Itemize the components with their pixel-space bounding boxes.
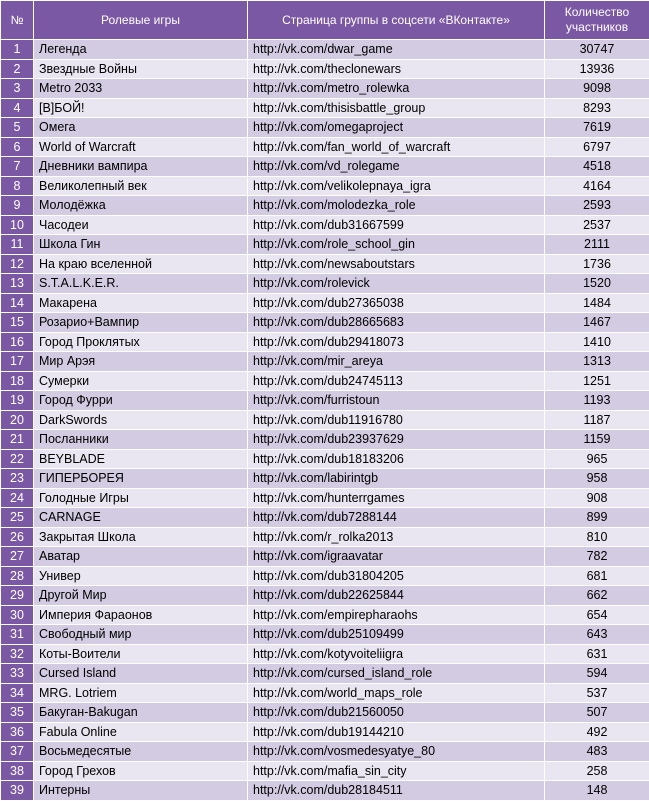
table-row xyxy=(1,566,649,586)
member-count: 782 xyxy=(545,547,649,567)
member-count: 1467 xyxy=(545,313,649,333)
member-count: 1187 xyxy=(545,410,649,430)
game-name: BEYBLADE xyxy=(34,449,248,469)
table-row xyxy=(1,664,649,684)
game-name: Мир Арэя xyxy=(34,352,248,372)
group-url[interactable]: http://vk.com/dub23937629 xyxy=(248,430,545,450)
member-count: 681 xyxy=(545,566,649,586)
row-number: 28 xyxy=(1,566,34,586)
row-number: 25 xyxy=(1,508,34,528)
game-name: Cursed Island xyxy=(34,664,248,684)
group-url[interactable]: http://vk.com/kotyvoiteliigra xyxy=(248,644,545,664)
group-url[interactable]: http://vk.com/theclonewars xyxy=(248,59,545,79)
row-number: 9 xyxy=(1,196,34,216)
row-number: 39 xyxy=(1,781,34,801)
member-count: 810 xyxy=(545,527,649,547)
group-url[interactable]: http://vk.com/metro_rolewka xyxy=(248,79,545,99)
member-count: 8293 xyxy=(545,98,649,118)
header-num: № xyxy=(1,1,34,40)
group-url[interactable]: http://vk.com/dwar_game xyxy=(248,40,545,60)
game-name: Макарена xyxy=(34,293,248,313)
row-number: 33 xyxy=(1,664,34,684)
game-name: Интерны xyxy=(34,781,248,801)
member-count: 2593 xyxy=(545,196,649,216)
game-name: Школа Гин xyxy=(34,235,248,255)
game-name: Сумерки xyxy=(34,371,248,391)
table-row xyxy=(1,157,649,177)
member-count: 631 xyxy=(545,644,649,664)
row-number: 22 xyxy=(1,449,34,469)
game-name: Бакуган-Bakugan xyxy=(34,703,248,723)
group-url[interactable]: http://vk.com/furristoun xyxy=(248,391,545,411)
row-number: 2 xyxy=(1,59,34,79)
row-number: 36 xyxy=(1,722,34,742)
table-row xyxy=(1,79,649,99)
member-count: 483 xyxy=(545,742,649,762)
group-url[interactable]: http://vk.com/omegaproject xyxy=(248,118,545,138)
game-name: Империя Фараонов xyxy=(34,605,248,625)
table-row xyxy=(1,59,649,79)
member-count: 30747 xyxy=(545,40,649,60)
group-url[interactable]: http://vk.com/dub28665683 xyxy=(248,313,545,333)
member-count: 2537 xyxy=(545,215,649,235)
table-row xyxy=(1,527,649,547)
game-name: Посланники xyxy=(34,430,248,450)
table-row xyxy=(1,118,649,138)
game-name: Свободный мир xyxy=(34,625,248,645)
game-name: [В]БОЙ! xyxy=(34,98,248,118)
row-number: 6 xyxy=(1,137,34,157)
table-row xyxy=(1,176,649,196)
header-game: Ролевые игры xyxy=(34,1,248,40)
row-number: 12 xyxy=(1,254,34,274)
group-url[interactable]: http://vk.com/thisisbattle_group xyxy=(248,98,545,118)
header-count: Количество участников xyxy=(545,1,649,40)
group-url[interactable]: http://vk.com/dub19144210 xyxy=(248,722,545,742)
row-number: 8 xyxy=(1,176,34,196)
table-row xyxy=(1,625,649,645)
game-name: Часодеи xyxy=(34,215,248,235)
table-row xyxy=(1,410,649,430)
game-name: Молодёжка xyxy=(34,196,248,216)
table-row xyxy=(1,742,649,762)
table-row xyxy=(1,274,649,294)
table-row xyxy=(1,761,649,781)
member-count: 7619 xyxy=(545,118,649,138)
member-count: 492 xyxy=(545,722,649,742)
table-row xyxy=(1,605,649,625)
row-number: 15 xyxy=(1,313,34,333)
row-number: 18 xyxy=(1,371,34,391)
game-name: Город Фурри xyxy=(34,391,248,411)
table-row xyxy=(1,235,649,255)
row-number: 20 xyxy=(1,410,34,430)
member-count: 258 xyxy=(545,761,649,781)
group-url[interactable]: http://vk.com/rolevick xyxy=(248,274,545,294)
group-url[interactable]: http://vk.com/cursed_island_role xyxy=(248,664,545,684)
row-number: 38 xyxy=(1,761,34,781)
game-name: Великолепный век xyxy=(34,176,248,196)
game-name: Омега xyxy=(34,118,248,138)
table-row xyxy=(1,352,649,372)
game-name: World of Warcraft xyxy=(34,137,248,157)
table-row xyxy=(1,469,649,489)
row-number: 7 xyxy=(1,157,34,177)
game-name: S.T.A.L.K.E.R. xyxy=(34,274,248,294)
member-count: 899 xyxy=(545,508,649,528)
table-row xyxy=(1,449,649,469)
table-row xyxy=(1,488,649,508)
row-number: 30 xyxy=(1,605,34,625)
group-url[interactable]: http://vk.com/hunterrgames xyxy=(248,488,545,508)
game-name: Fabula Online xyxy=(34,722,248,742)
group-url[interactable]: http://vk.com/igraavatar xyxy=(248,547,545,567)
row-number: 29 xyxy=(1,586,34,606)
group-url[interactable]: http://vk.com/vosmedesyatye_80 xyxy=(248,742,545,762)
game-name: Город Проклятых xyxy=(34,332,248,352)
game-name: Розарио+Вампир xyxy=(34,313,248,333)
member-count: 654 xyxy=(545,605,649,625)
row-number: 31 xyxy=(1,625,34,645)
game-name: Легенда xyxy=(34,40,248,60)
row-number: 27 xyxy=(1,547,34,567)
game-name: Голодные Игры xyxy=(34,488,248,508)
group-url[interactable]: http://vk.com/mir_areya xyxy=(248,352,545,372)
group-url[interactable]: http://vk.com/dub31667599 xyxy=(248,215,545,235)
table-row xyxy=(1,371,649,391)
table-row xyxy=(1,293,649,313)
group-url[interactable]: http://vk.com/dub25109499 xyxy=(248,625,545,645)
member-count: 1193 xyxy=(545,391,649,411)
game-name: Другой Мир xyxy=(34,586,248,606)
table-row xyxy=(1,683,649,703)
row-number: 14 xyxy=(1,293,34,313)
row-number: 19 xyxy=(1,391,34,411)
group-url[interactable]: http://vk.com/empirepharaohs xyxy=(248,605,545,625)
game-name: ГИПЕРБОРЕЯ xyxy=(34,469,248,489)
table-row xyxy=(1,196,649,216)
member-count: 1520 xyxy=(545,274,649,294)
member-count: 1251 xyxy=(545,371,649,391)
game-name: Дневники вампира xyxy=(34,157,248,177)
header-url: Страница группы в соцсети «ВКонтакте» xyxy=(248,1,545,40)
game-name: Звездные Войны xyxy=(34,59,248,79)
member-count: 594 xyxy=(545,664,649,684)
row-number: 34 xyxy=(1,683,34,703)
member-count: 148 xyxy=(545,781,649,801)
row-number: 11 xyxy=(1,235,34,255)
group-url[interactable]: http://vk.com/r_rolka2013 xyxy=(248,527,545,547)
table-row xyxy=(1,40,649,60)
member-count: 1484 xyxy=(545,293,649,313)
row-number: 26 xyxy=(1,527,34,547)
row-number: 10 xyxy=(1,215,34,235)
row-number: 3 xyxy=(1,79,34,99)
group-url[interactable]: http://vk.com/fan_world_of_warcraft xyxy=(248,137,545,157)
group-url[interactable]: http://vk.com/dub27365038 xyxy=(248,293,545,313)
table-row xyxy=(1,547,649,567)
group-url[interactable]: http://vk.com/mafia_sin_city xyxy=(248,761,545,781)
member-count: 965 xyxy=(545,449,649,469)
member-count: 643 xyxy=(545,625,649,645)
member-count: 537 xyxy=(545,683,649,703)
game-name: CARNAGE xyxy=(34,508,248,528)
game-name: Город Грехов xyxy=(34,761,248,781)
group-url[interactable]: http://vk.com/role_school_gin xyxy=(248,235,545,255)
table-row xyxy=(1,391,649,411)
member-count: 908 xyxy=(545,488,649,508)
table-row xyxy=(1,644,649,664)
group-url[interactable]: http://vk.com/labirintgb xyxy=(248,469,545,489)
row-number: 37 xyxy=(1,742,34,762)
member-count: 662 xyxy=(545,586,649,606)
table-row xyxy=(1,98,649,118)
game-name: DarkSwords xyxy=(34,410,248,430)
member-count: 4518 xyxy=(545,157,649,177)
group-url[interactable]: http://vk.com/world_maps_role xyxy=(248,683,545,703)
group-url[interactable]: http://vk.com/dub7288144 xyxy=(248,508,545,528)
table-row xyxy=(1,430,649,450)
table-row xyxy=(1,215,649,235)
row-number: 23 xyxy=(1,469,34,489)
row-number: 24 xyxy=(1,488,34,508)
member-count: 1410 xyxy=(545,332,649,352)
member-count: 4164 xyxy=(545,176,649,196)
member-count: 13936 xyxy=(545,59,649,79)
row-number: 32 xyxy=(1,644,34,664)
group-url[interactable]: http://vk.com/dub22625844 xyxy=(248,586,545,606)
game-name: Коты-Воители xyxy=(34,644,248,664)
group-url[interactable]: http://vk.com/vd_rolegame xyxy=(248,157,545,177)
row-number: 17 xyxy=(1,352,34,372)
member-count: 6797 xyxy=(545,137,649,157)
game-name: Закрытая Школа xyxy=(34,527,248,547)
member-count: 1736 xyxy=(545,254,649,274)
member-count: 9098 xyxy=(545,79,649,99)
row-number: 5 xyxy=(1,118,34,138)
row-number: 16 xyxy=(1,332,34,352)
row-number: 13 xyxy=(1,274,34,294)
group-url[interactable]: http://vk.com/molodezka_role xyxy=(248,196,545,216)
group-url[interactable]: http://vk.com/dub29418073 xyxy=(248,332,545,352)
row-number: 1 xyxy=(1,40,34,60)
group-url[interactable]: http://vk.com/newsaboutstars xyxy=(248,254,545,274)
member-count: 2111 xyxy=(545,235,649,255)
table-row xyxy=(1,332,649,352)
row-number: 4 xyxy=(1,98,34,118)
game-name: Аватар xyxy=(34,547,248,567)
table-row xyxy=(1,703,649,723)
row-number: 35 xyxy=(1,703,34,723)
table-row xyxy=(1,137,649,157)
member-count: 1313 xyxy=(545,352,649,372)
table-row xyxy=(1,313,649,333)
table-row xyxy=(1,722,649,742)
table-body xyxy=(1,40,649,801)
game-name: MRG. Lotriem xyxy=(34,683,248,703)
group-url[interactable]: http://vk.com/velikolepnaya_igra xyxy=(248,176,545,196)
game-name: Восьмедесятые xyxy=(34,742,248,762)
game-name: Metro 2033 xyxy=(34,79,248,99)
member-count: 507 xyxy=(545,703,649,723)
member-count: 958 xyxy=(545,469,649,489)
table-row xyxy=(1,254,649,274)
table-header xyxy=(1,1,649,40)
group-url[interactable]: http://vk.com/dub31804205 xyxy=(248,566,545,586)
game-name: Универ xyxy=(34,566,248,586)
group-url[interactable]: http://vk.com/dub11916780 xyxy=(248,410,545,430)
table-row xyxy=(1,586,649,606)
member-count: 1159 xyxy=(545,430,649,450)
row-number: 21 xyxy=(1,430,34,450)
group-url[interactable]: http://vk.com/dub21560050 xyxy=(248,703,545,723)
group-url[interactable]: http://vk.com/dub24745113 xyxy=(248,371,545,391)
game-name: На краю вселенной xyxy=(34,254,248,274)
group-url[interactable]: http://vk.com/dub18183206 xyxy=(248,449,545,469)
table-row xyxy=(1,781,649,801)
group-url[interactable]: http://vk.com/dub28184511 xyxy=(248,781,545,801)
table-row xyxy=(1,508,649,528)
